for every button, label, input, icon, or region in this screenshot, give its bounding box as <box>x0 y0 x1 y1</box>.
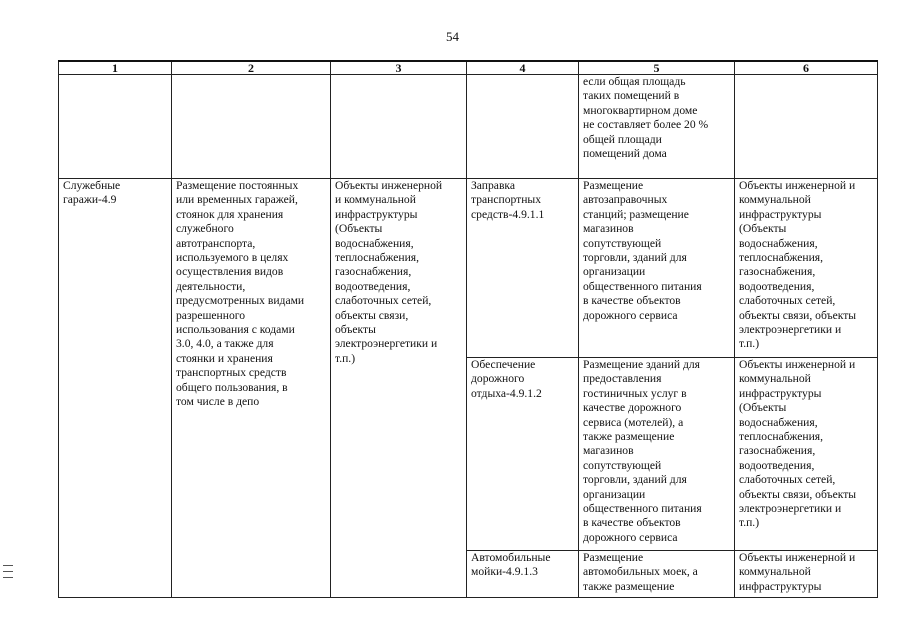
subtype-description-cell: Размещение автомобильных моек, а также размещение <box>579 551 735 598</box>
cell-empty <box>331 75 467 179</box>
cell-empty <box>59 75 172 179</box>
cell-empty <box>735 75 878 179</box>
table-row <box>59 179 878 358</box>
subtype-name-cell: Автомобильные мойки-4.9.1.3 <box>467 551 579 598</box>
page-number: 54 <box>446 29 459 44</box>
subtype-name-cell: Обеспечение дорожного отдыха-4.9.1.2 <box>467 358 579 551</box>
continuation-row <box>59 75 878 179</box>
column-header-3: 3 <box>331 61 467 75</box>
subtype-description-cell: Размещение зданий для предоставления гостиничных услуг в качестве дорожного сервиса (мотелей), а также размещение магазинов сопутствующей торговли, зданий для организации общественного питания в качестве объектов дорожного сервиса <box>579 358 735 551</box>
cell-empty <box>172 75 331 179</box>
column-header-4: 4 <box>467 61 579 75</box>
subtype-description-cell: Размещение автозаправочных станций; размещение магазинов сопутствующей торговли, зданий для организации общественного питания в качестве объектов дорожного сервиса <box>579 179 735 358</box>
subtype-infrastructure-cell: Объекты инженерной и коммунальной инфраструктуры (Объекты водоснабжения, теплоснабжения, газоснабжения, водоотведения, слаботочных сетей, объекты связи, объекты электроэнергетики и т.п.) <box>735 358 878 551</box>
column-number-row <box>59 61 878 75</box>
use-type-name-cell: Служебные гаражи-4.9 <box>59 179 172 598</box>
column-header-5: 5 <box>579 61 735 75</box>
subtype-infrastructure-cell: Объекты инженерной и коммунальной инфраструктуры <box>735 551 878 598</box>
subtype-infrastructure-cell: Объекты инженерной и коммунальной инфраструктуры (Объекты водоснабжения, теплоснабжения, газоснабжения, водоотведения, слаботочных сетей, объекты связи, объекты электроэнергетики и т.п.) <box>735 179 878 358</box>
column-header-6: 6 <box>735 61 878 75</box>
cell-empty <box>467 75 579 179</box>
column-header-1: 1 <box>59 61 172 75</box>
continuation-text-cell: если общая площадь таких помещений в многоквартирном доме не составляет более 20 % общей площади помещений дома <box>579 75 735 179</box>
use-description-cell: Размещение постоянных или временных гаражей, стоянок для хранения служебного автотранспорта, используемого в целях осуществления видов деятельности, предусмотренных видами разрешенного использования с кодами 3.0, 4.0, а также для стоянки и хранения транспортных средств общего пользования, в том числе в депо <box>172 179 331 598</box>
margin-mark <box>3 565 13 585</box>
column-header-2: 2 <box>172 61 331 75</box>
subtype-name-cell: Заправка транспортных средств-4.9.1.1 <box>467 179 579 358</box>
zoning-table <box>58 60 878 598</box>
infrastructure-objects-cell: Объекты инженерной и коммунальной инфраструктуры (Объекты водоснабжения, теплоснабжения, газоснабжения, водоотведения, слаботочных сетей, объекты связи, объекты электроэнергетики и т.п.) <box>331 179 467 598</box>
